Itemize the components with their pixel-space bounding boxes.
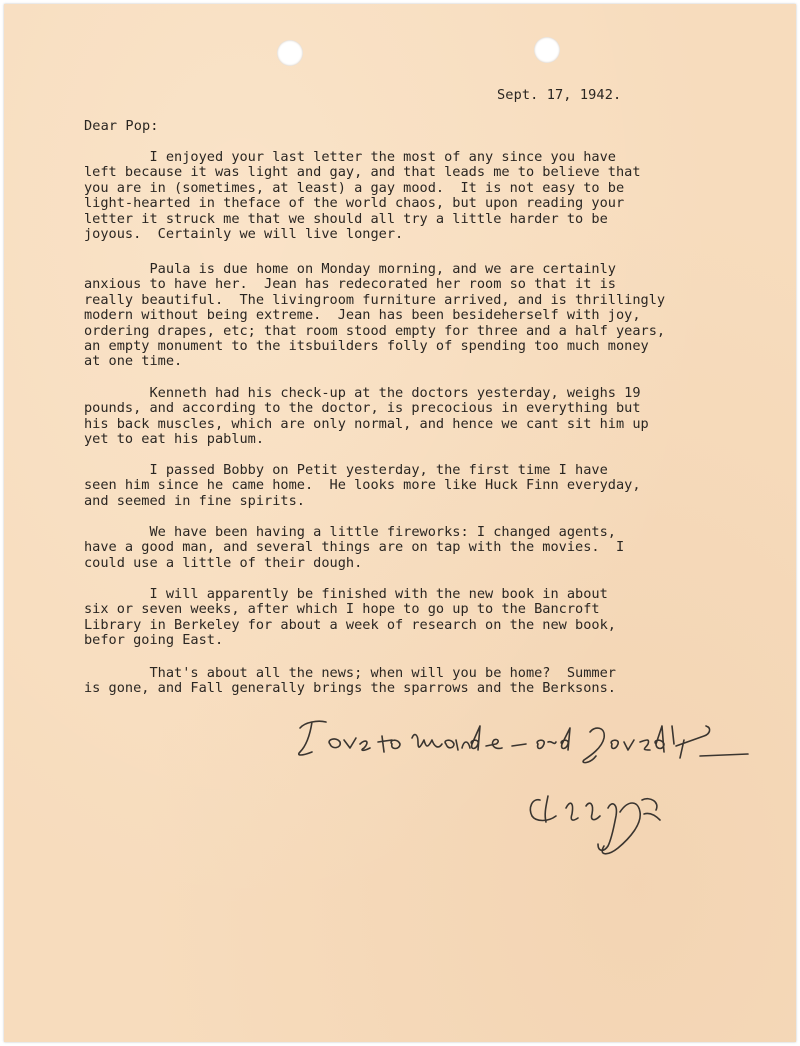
paragraph-1 [84,150,641,242]
paragraph-line: befor going East. [84,632,224,649]
paragraph-line: could use a little of their dough. [84,554,363,571]
paragraph-3 [84,386,649,448]
paragraph-line: I will apparently be finished with the new book in about [84,586,608,602]
paragraph-line: have a good man, and several things are on tap with the movies. I [84,539,625,556]
paragraph-line: modern without being extreme. Jean has been besideherself with joy, [84,307,641,324]
paragraph-line: Paula is due home on Monday morning, and we are certainly [84,261,616,277]
paragraph-line: at one time. [84,353,183,370]
paragraph-line: seen him since he came home. He looks more like Huck Finn everyday, [84,477,641,494]
paragraph-line: We have been having a little fireworks: I changed agents, [84,524,616,540]
paragraph-line: ordering drapes, etc; that room stood empty for three and a half years, [84,322,666,339]
paragraph-4 [84,463,641,509]
paragraph-line: yet to eat his pablum. [84,431,265,448]
paragraph-5 [84,525,624,571]
paragraph-line: an empty monument to the itsbuilders folly of spending too much money [84,337,649,354]
paragraph-line: and seemed in fine spirits. [84,492,305,509]
paragraph-line: light-hearted in theface of the world chaos, but upon reading your [84,195,625,212]
paragraph-line: joyous. Certainly we will live longer. [84,225,404,242]
paragraph-line: his back muscles, which are only normal, and hence we cant sit him up [84,415,649,432]
paragraph-2 [84,262,665,370]
paragraph-line: Kenneth had his check-up at the doctors yesterday, weighs 19 [84,385,641,401]
paragraph-line: Library in Berkeley for about a week of research on the new book, [84,616,616,633]
punch-hole-left [277,40,303,66]
paragraph-6 [84,587,616,649]
paragraph-line: really beautiful. The livingroom furniture arrived, and is thrillingly [84,291,666,308]
paragraph-line: left because it was light and gay, and that leads me to believe that [84,164,641,181]
paragraph-line: That's about all the news; when will you be home? Summer [84,665,616,681]
paragraph-line: pounds, and according to the doctor, is precocious in everything but [84,400,641,417]
paragraph-line: is gone, and Fall generally brings the sparrows and the Berksons. [84,680,616,697]
paragraph-line: I enjoyed your last letter the most of any since you have [84,149,616,165]
paragraph-line: I passed Bobby on Petit yesterday, the first time I have [84,462,608,478]
paragraph-line: you are in (sometimes, at least) a gay mood. It is not easy to be [84,179,625,196]
paragraph-7 [84,666,616,697]
letter-salutation: Dear Pop: [84,118,159,134]
punch-hole-right [534,37,560,63]
paragraph-line: six or seven weeks, after which I hope to go up to the Bancroft [84,601,600,618]
letter-date: Sept. 17, 1942. [497,87,622,103]
paragraph-line: anxious to have her. Jean has redecorated her room so that it is [84,276,616,293]
paragraph-line: letter it struck me that we should all try a little harder to be [84,210,608,227]
